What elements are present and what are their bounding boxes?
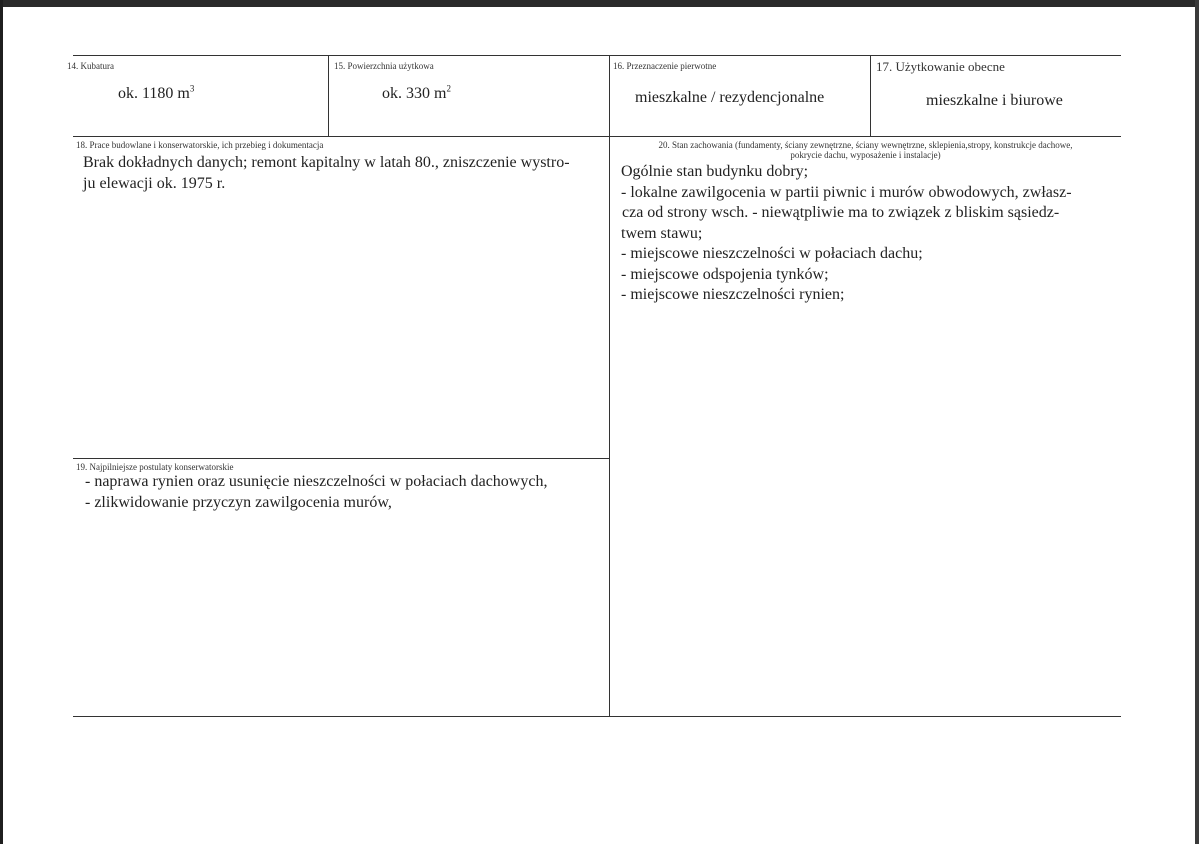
powierzchnia-label: 15. Powierzchnia użytkowa [334, 61, 434, 71]
kubatura-value: ok. 1180 $m^3$ [118, 83, 195, 102]
stan-line: Ogólnie stan budynku dobry; [621, 163, 809, 180]
przeznaczenie-label: 16. Przeznaczenie pierwotne [613, 61, 717, 71]
postulaty-label: 19. Najpilniejsze postulaty konserwatorskie [76, 462, 234, 472]
stan-line: - lokalne zawilgocenia w partii piwnic i murów obwodowych, zwłasz- [621, 183, 1072, 201]
postulaty-line: - zlikwidowanie przyczyn zawilgocenia murów, [85, 493, 392, 511]
postulaty-text [85, 472, 547, 513]
divider-v1 [328, 56, 329, 136]
powierzchnia-value: ok. 330 $m^2$ [382, 83, 451, 102]
stan-line: twem stawu; [621, 224, 703, 242]
prace-line: Brak dokładnych danych; remont kapitalny w latah 80., zniszczenie wystro- [83, 154, 570, 171]
stan-label-line: 20. Stan zachowania (fundamenty, ściany zewnętrzne, ściany wewnętrzne, sklepienia,stropy, konstrukcje dachowe, [658, 140, 1073, 150]
kubatura-label: 14. Kubatura [67, 61, 114, 71]
scan-edge-right [1195, 0, 1199, 844]
divider-h1 [73, 136, 1121, 137]
postulaty-line: - naprawa rynien oraz usunięcie nieszczelności w połaciach dachowych, [85, 473, 548, 490]
stan-label-line: pokrycie dachu, wyposażenie i instalacje) [790, 150, 941, 160]
scan-edge-top [0, 0, 1199, 7]
uzytkowanie-label: 17. Użytkowanie obecne [876, 59, 1005, 74]
stan-line: cza od strony wsch. - niewątpliwie ma to związek z bliskim sąsiedz- [622, 204, 1060, 221]
prace-text [83, 153, 570, 194]
scan-edge-left [0, 0, 3, 844]
stan-line: - miejscowe nieszczelności rynien; [621, 286, 845, 303]
uzytkowanie-value: mieszkalne i biurowe [926, 92, 1063, 109]
stan-text [621, 162, 1072, 306]
stan-label [610, 140, 1121, 160]
prace-line: ju elewacji ok. 1975 r. [83, 174, 226, 192]
prace-label: 18. Prace budowlane i konserwatorskie, ich przebieg i dokumentacja [76, 140, 324, 150]
przeznaczenie-value: mieszkalne / rezydencjonalne [635, 89, 825, 106]
stan-line: - miejscowe odspojenia tynków; [621, 265, 829, 283]
form-table [67, 55, 1121, 717]
divider-h2 [73, 458, 609, 459]
divider-v3 [870, 56, 871, 136]
stan-line: - miejscowe nieszczelności w połaciach dachu; [621, 245, 923, 262]
